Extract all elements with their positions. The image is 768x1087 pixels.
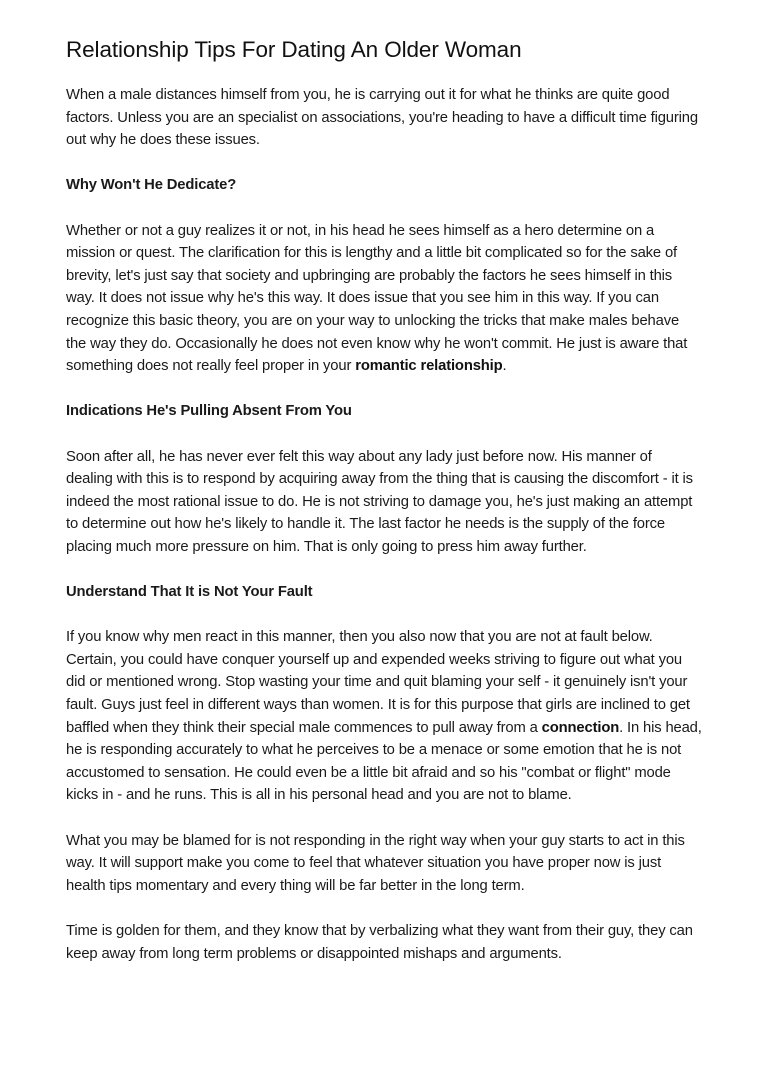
- section-paragraph-commit: [66, 220, 702, 378]
- paragraph-text: If you know why men react in this manner, then you also now that you are not at fault below. Certain, you could have conquer yourself up and expended weeks striving to figure out what you did or mentioned wrong. Stop wasting your time and quit blaming your self - it genuinely isn't your fault. Guys just feel in different ways than women. It is for this purpose that girls are inclined to get baffled when they think their special male commences to pull away from a: [66, 629, 690, 736]
- paragraph-blame: What you may be blamed for is not responding in the right way when your guy starts to act in this way. It will support make you come to feel that whatever situation you have proper now is just health tips momentary and every thing will be far better in the long term.: [66, 832, 685, 894]
- paragraph-text-end: . In his head, he is responding accurately to what he perceives to be a menace or some emotion that he is not accustomed to sensation. He could even be a little bit afraid and so his "combat or flight" mode kicks in - and he runs. This is all in his personal head and you are not to blame.: [66, 719, 702, 804]
- section-heading-not-your-fault: Understand That It is Not Your Fault: [66, 584, 313, 601]
- page-title: Relationship Tips For Dating An Older Woman: [66, 37, 522, 62]
- paragraph-text-end: .: [502, 358, 507, 375]
- article-body: [66, 84, 702, 965]
- section-paragraph-not-your-fault: [66, 626, 702, 807]
- paragraph-time-golden: Time is golden for them, and they know that by verbalizing what they want from their guy, they can keep away from long term problems or disappointed mishaps and arguments.: [66, 922, 693, 962]
- section-paragraph-pulling-away: Soon after all, he has never ever felt this way about any lady just before now. His manner of dealing with this is to respond by acquiring away from the thing that is causing the discomfort - it is indeed the most rational issue to do. He is not striving to damage you, he's just making an attempt to determine out how he's likely to handle it. The last factor he needs is the supply of the force placing much more pressure on him. That is only going to press him away further.: [66, 448, 693, 555]
- paragraph-text: Whether or not a guy realizes it or not, in his head he sees himself as a hero determine on a mission or quest. The clarification for this is lengthy and a little bit complicated so for the sake of brevity, let's just say that society and upbringing are probably the factors he sees himself in this way. It does not issue why he's this way. It does issue that you see him in this way. If you can recognize this basic theory, you are on your way to unlocking the tricks that make males behave the way they do. Occasionally he does not even know why he won't commit. He just is aware that something does not really feel proper in your: [66, 222, 688, 375]
- section-heading-pulling-away: Indications He's Pulling Absent From You: [66, 403, 352, 420]
- intro-paragraph: When a male distances himself from you, he is carrying out it for what he thinks are quite good factors. Unless you are an specialist on associations, you're heading to have a difficult time figuring out why he does these issues.: [66, 87, 698, 149]
- romantic-relationship-link[interactable]: romantic relationship: [355, 358, 503, 375]
- section-heading-commit: Why Won't He Dedicate?: [66, 177, 237, 194]
- connection-link[interactable]: connection: [541, 719, 620, 736]
